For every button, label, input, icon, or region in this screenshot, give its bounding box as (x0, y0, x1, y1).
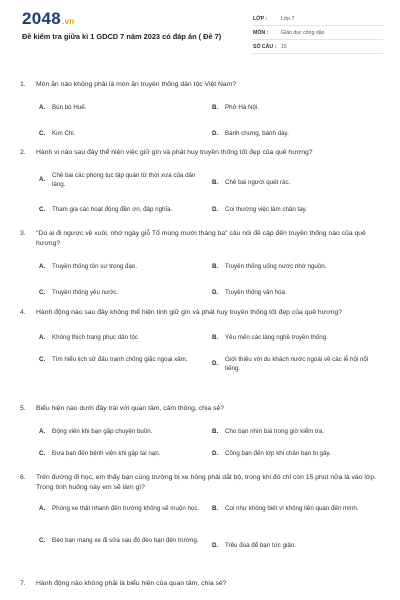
option-letter: B. (212, 427, 219, 435)
question-5 (20, 404, 390, 466)
option-letter: A. (39, 504, 46, 512)
question-number: 7. (20, 580, 26, 587)
meta-value: Giáo dục công dân (281, 29, 325, 36)
question-number: 5. (20, 405, 26, 412)
answer-options (36, 255, 390, 305)
question-body: Hành động nào sau đây không thể hiện tinh giữ gìn và phát huy truyền thống tốt đẹp của quê hương? (36, 309, 343, 316)
answer-options (36, 96, 390, 142)
option-text: Truyền thống tôn sư trọng đạo. (52, 262, 138, 270)
option-text: Truyền thống văn hóa. (225, 288, 287, 296)
option-letter: D. (212, 541, 219, 549)
option-a[interactable] (39, 263, 209, 272)
site-logo[interactable] (22, 9, 75, 29)
option-a[interactable] (39, 505, 204, 514)
option-text: Phóng xe thật nhanh đến trường không sẽ muộn học. (52, 504, 200, 512)
option-letter: C. (39, 449, 46, 457)
option-letter: C. (39, 288, 46, 296)
question-body: Trên đường đi học, em thấy bạn cùng trường bị xe hỏng phải dắt bộ, trong khi đó chỉ còn 15 phút nữa là vào lớp. Trong tình huống này em sẽ làm gì? (36, 474, 377, 491)
option-text: Cho bạn nhìn bài trong giờ kiểm tra. (225, 427, 324, 435)
option-letter: B. (212, 504, 219, 512)
option-letter: C. (39, 129, 46, 137)
option-letter: A. (39, 103, 46, 111)
question-body: Biểu hiện nào dưới đây trái với quan tâm, cảm thông, chia sẻ? (36, 405, 225, 412)
option-b[interactable] (212, 505, 382, 514)
question-text (20, 80, 390, 90)
option-text: Coi như không biết vì không liên quan đến mình. (225, 504, 359, 512)
option-b[interactable] (212, 263, 382, 272)
option-text: Truyền thống yêu nước. (52, 288, 119, 296)
option-text: Động viên khi bạn gặp chuyện buồn. (52, 427, 153, 435)
option-c[interactable] (39, 450, 209, 459)
document-title: Đề kiểm tra giữa kì 1 GDCD 7 năm 2023 có đáp án ( Đề 7) (22, 32, 222, 41)
meta-label: MÔN : (253, 29, 269, 36)
option-letter: D. (212, 129, 219, 137)
question-1 (20, 80, 390, 142)
option-c[interactable] (39, 289, 209, 298)
option-letter: C. (39, 536, 46, 544)
option-text: Coi thường việc làm chân tay. (225, 205, 308, 213)
option-text: Tìm hiểu lịch sử đấu tranh chống giặc ngoại xâm. (52, 355, 188, 363)
question-body: Hành vi nào sau đây thể hiện việc giữ gìn và phát huy truyền thống tốt đẹp của quê hương? (36, 149, 313, 156)
question-number: 6. (20, 474, 26, 481)
meta-label: SỐ CÂU : (253, 43, 277, 50)
option-a[interactable] (39, 334, 209, 343)
question-number: 1. (20, 81, 26, 88)
option-letter: A. (39, 333, 46, 341)
option-letter: A. (39, 427, 46, 435)
question-body: "Dù ai đi ngược về xuôi, nhớ ngày giỗ Tổ mùng mười tháng ba" câu nói đề cập đến truyền thống nào của quê hương? (36, 230, 366, 247)
question-text (20, 308, 390, 318)
answer-options (36, 164, 390, 226)
question-6 (20, 473, 390, 567)
answer-options (36, 499, 390, 567)
question-3 (20, 229, 390, 305)
page-header (0, 0, 400, 70)
option-letter: D. (212, 360, 219, 368)
option-text: Phở Hà Nội. (225, 103, 259, 111)
answer-options (36, 324, 390, 392)
option-d[interactable] (212, 206, 382, 215)
document-meta (253, 12, 383, 54)
option-text: Trêu đùa để bạn tức giận. (225, 541, 296, 549)
option-c[interactable] (39, 130, 199, 139)
logo-tld: .vn (62, 17, 75, 26)
option-text: Truyền thống uống nước nhớ nguồn. (225, 262, 327, 270)
question-number: 2. (20, 149, 26, 156)
option-text: Chê bai người quét rác. (225, 178, 291, 186)
option-text: Tham gia các hoạt động đền ơn, đáp nghĩa. (52, 205, 173, 213)
option-text: Kim Chi. (52, 129, 76, 137)
question-4 (20, 308, 390, 392)
option-letter: C. (39, 355, 46, 363)
option-letter: B. (212, 178, 219, 186)
option-letter: B. (212, 103, 219, 111)
option-a[interactable] (39, 172, 199, 190)
option-d[interactable] (212, 542, 382, 551)
option-d[interactable] (212, 289, 382, 298)
option-letter: A. (39, 262, 46, 270)
meta-label: LỚP : (253, 15, 268, 22)
question-2 (20, 148, 390, 226)
option-letter: B. (212, 262, 219, 270)
option-d[interactable] (212, 356, 382, 374)
question-body: Hành động nào không phải là biểu hiện của quan tâm, chia sẻ? (36, 580, 227, 587)
meta-row-subject (253, 26, 383, 40)
option-letter: D. (212, 288, 219, 296)
option-text: Cõng bạn đến lớp khi chân bạn bị gãy. (225, 449, 331, 457)
answer-options (36, 420, 390, 466)
question-body: Món ăn nào không phải là món ăn truyền thống dân tộc Việt Nam? (36, 81, 237, 88)
option-b[interactable] (212, 179, 382, 188)
option-text: Đèo bạn mang xe đi sửa sau đó đèo bạn đến trường. (52, 536, 199, 544)
option-b[interactable] (212, 334, 382, 343)
option-a[interactable] (39, 428, 209, 437)
meta-value: Lớp 7 (281, 15, 295, 22)
meta-row-grade (253, 12, 383, 26)
logo-text: 2048 (22, 9, 62, 28)
option-letter: D. (212, 449, 219, 457)
option-letter: C. (39, 205, 46, 213)
option-c[interactable] (39, 537, 204, 546)
question-text (20, 473, 390, 493)
option-b[interactable] (212, 428, 382, 437)
meta-row-count (253, 40, 383, 54)
question-text (20, 148, 390, 158)
question-text (20, 404, 390, 414)
option-text: Bánh chưng, bánh dày. (225, 129, 289, 137)
option-d[interactable] (212, 130, 382, 139)
option-text: Không thích trang phục dân tộc (52, 333, 138, 341)
option-d[interactable] (212, 450, 382, 459)
question-text (20, 229, 390, 249)
option-text: Chê bai các phong tục tập quán từ thời xưa của dân làng. (52, 171, 196, 188)
option-letter: B. (212, 333, 219, 341)
option-text: Bún bò Huế. (52, 103, 87, 111)
option-c[interactable] (39, 356, 204, 365)
option-letter: D. (212, 205, 219, 213)
option-letter: A. (39, 176, 46, 184)
option-text: Đưa bạn đến bệnh viện khi gặp tai nạn. (52, 449, 161, 457)
option-a[interactable] (39, 104, 199, 113)
question-7 (20, 579, 390, 589)
option-c[interactable] (39, 206, 211, 215)
question-number: 4. (20, 309, 26, 316)
question-text (20, 579, 390, 589)
question-number: 3. (20, 230, 26, 237)
option-text: Yêu mến các làng nghề truyền thống. (225, 333, 328, 341)
meta-value: 15 (281, 43, 287, 50)
option-b[interactable] (212, 104, 382, 113)
option-text: Giới thiệu với du khách nước ngoài về các lễ hội nổi tiếng. (225, 355, 369, 372)
